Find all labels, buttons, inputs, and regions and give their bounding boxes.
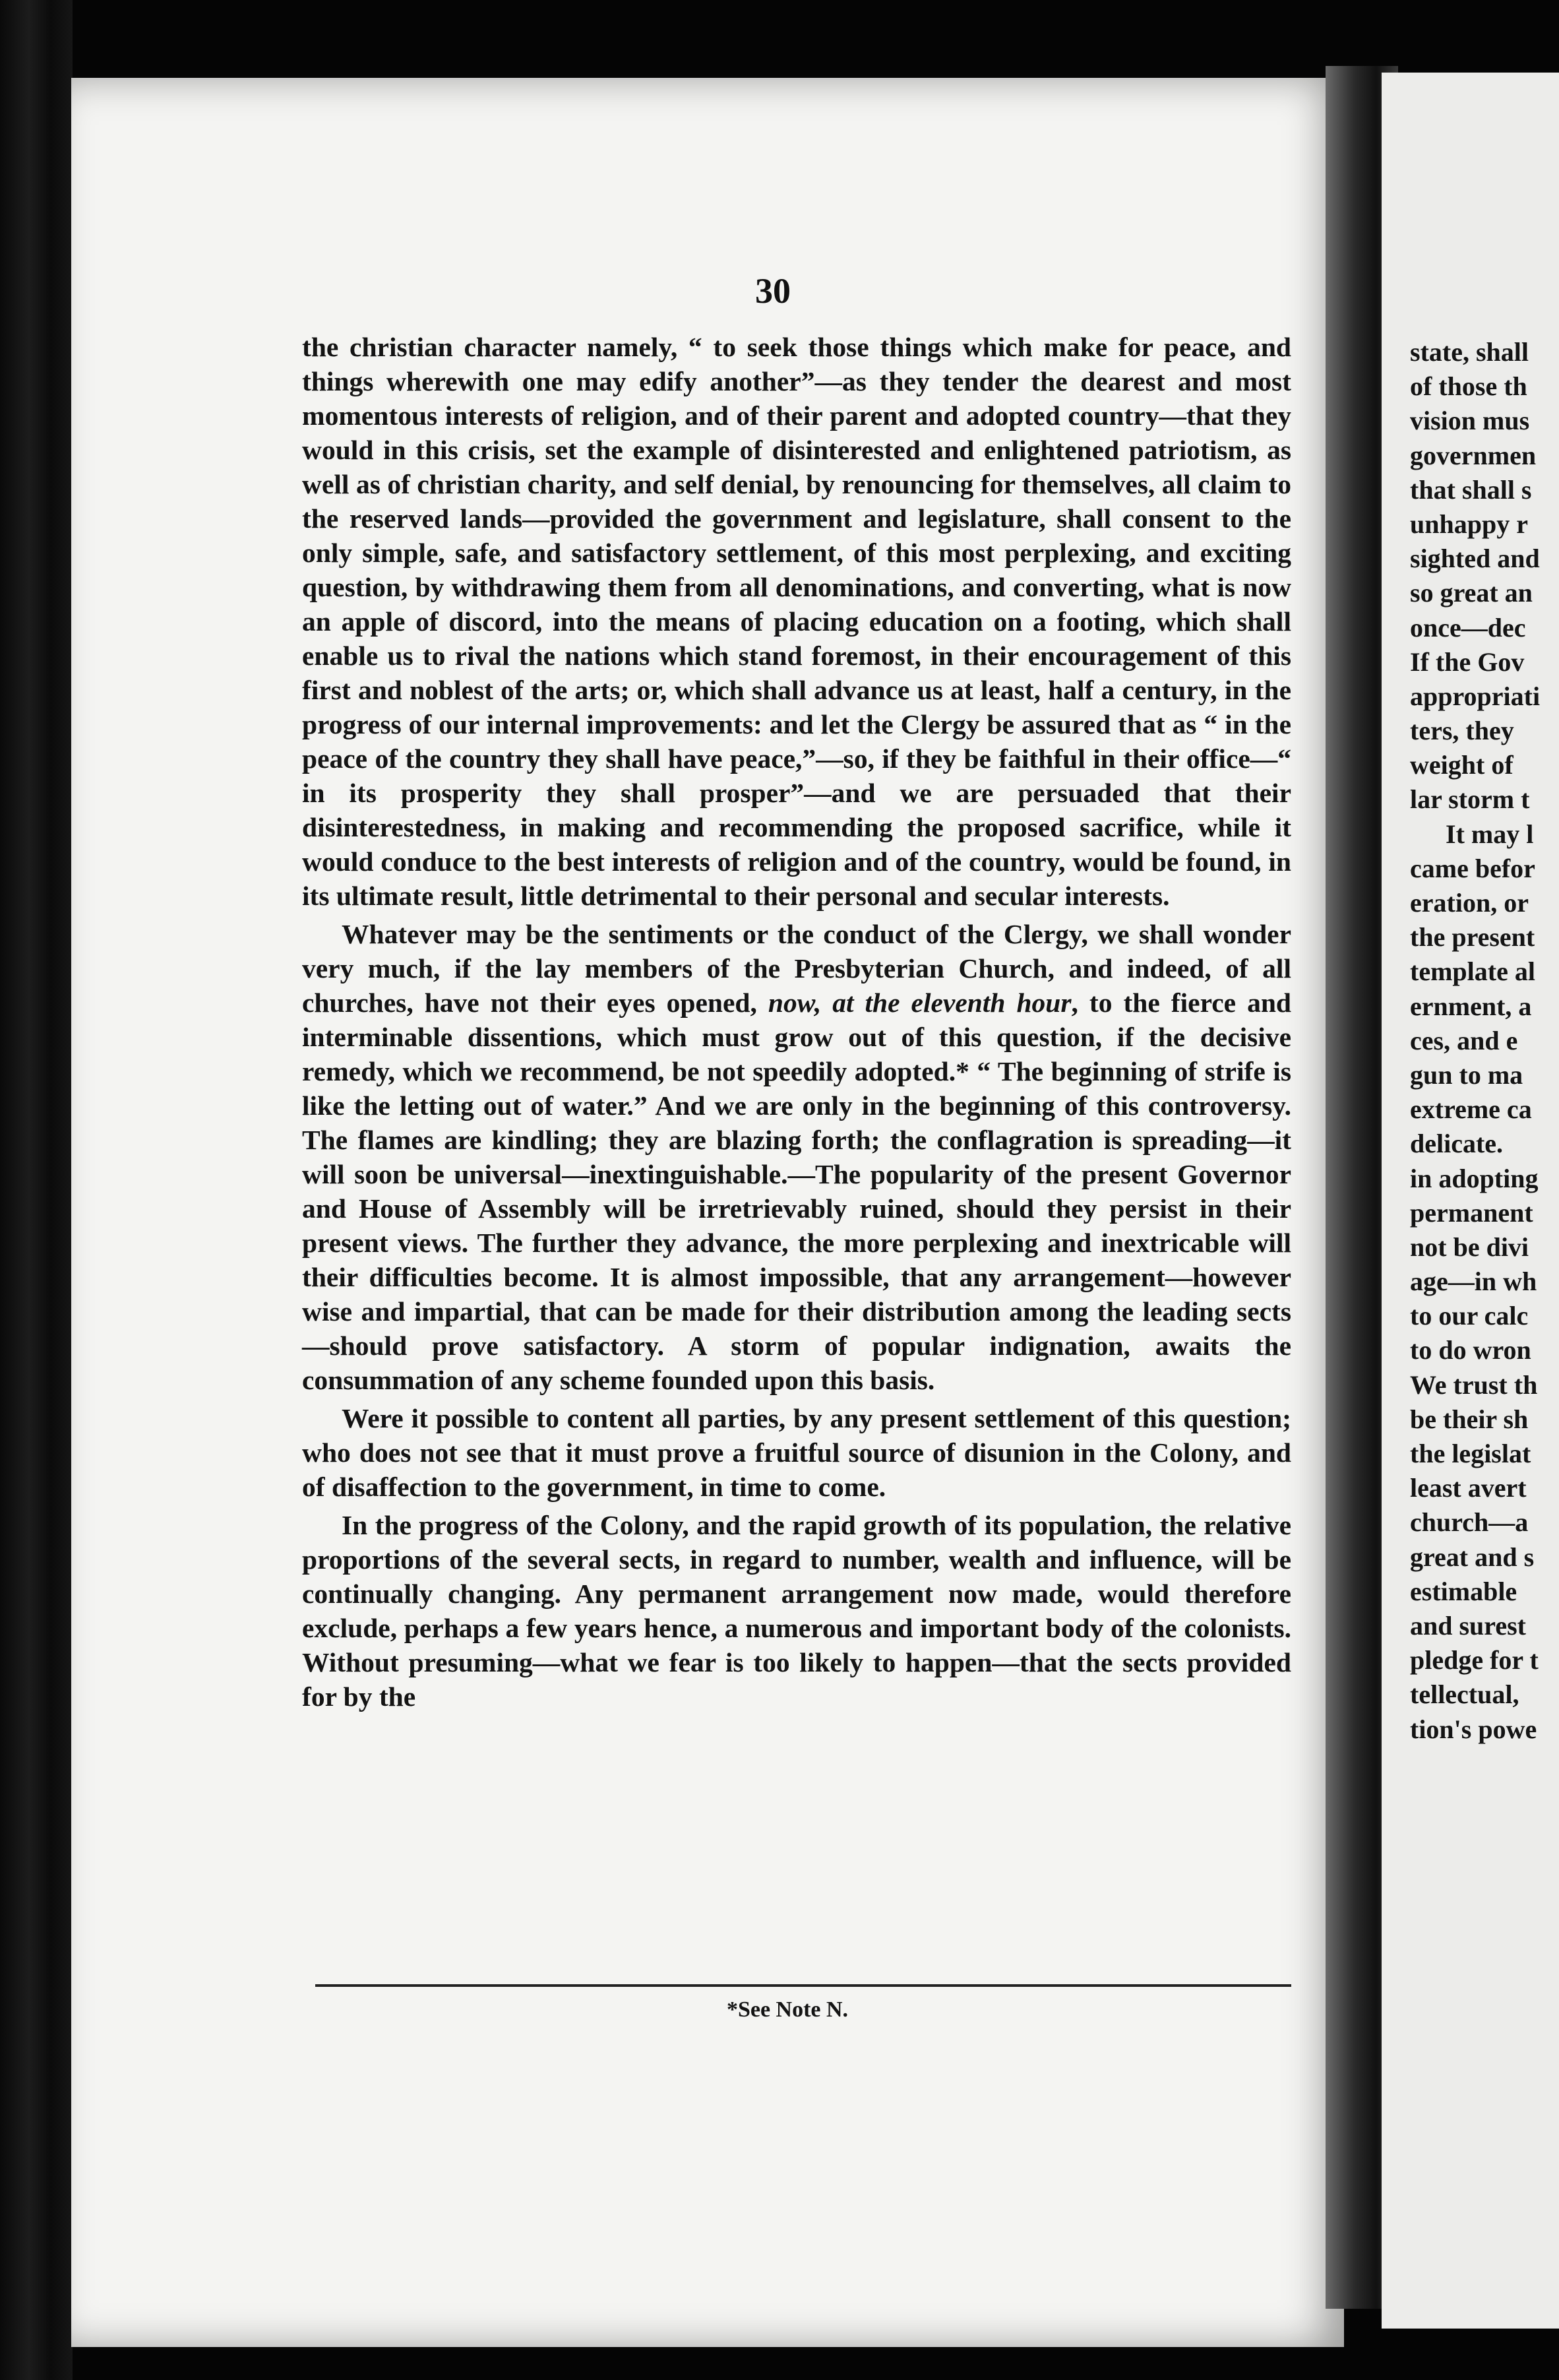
facing-page-line: It may l [1446, 819, 1534, 849]
facing-page-line: so great an [1410, 578, 1533, 608]
facing-page-line: in adopting [1410, 1163, 1539, 1193]
facing-page-line: ces, and e [1410, 1025, 1518, 1055]
paragraph-2 [302, 917, 1291, 1397]
facing-page-line: tion's powe [1410, 1714, 1537, 1744]
facing-page-line: governmen [1410, 440, 1537, 470]
facing-page-line: vision mus [1410, 406, 1530, 436]
facing-page-line: age—in wh [1410, 1267, 1537, 1297]
paragraph-4: In the progress of the Colony, and the rapid growth of its population, the relative proportions of the several sects, in regard to number, wealth and influence, will be continually changing. Any permanent arrangement now made, would therefore exclude, perhaps a few years hence, a numerous and important body of the colonists. Without presuming—what we fear is too likely to happen—that the sects provided for by the [302, 1510, 1291, 1712]
facing-page-line: ters, they [1410, 716, 1514, 746]
paragraph-1: the christian character namely, “ to seek those things which make for peace, and things wherewith one may edify another”—as they tender the dearest and most momentous interests of religion, and of their parent and adopted country—that they would in this crisis, set the example of disinterested and enlightened patriotism, as well as of christian charity, and self denial, by renouncing for themselves, all claim to the reserved lands—provided the government and legislature, shall consent to the only simple, safe, and satisfactory settlement, of this most perplexing, and exciting question, by withdrawing them from all denominations, and converting, what is now an apple of discord, into the means of placing education on a footing, which shall enable us to rival the nations which stand foremost, in their encouragement of this first and noblest of the arts; or, which shall advance us at least, half a century, in the progress of our internal improvements: and let the Clergy be assured that as “ in the peace of the country they shall have peace,”—so, if they be faithful in their office—“ in its prosperity they shall prosper”—and we are persuaded that their disinterestedness, in making and recommending the proposed sacrifice, while it would conduce to the best interests of religion and of the country, would be found, in its ultimate result, little detrimental to their personal and secular interests. [302, 332, 1291, 911]
facing-page-line: We trust th [1410, 1369, 1538, 1400]
facing-page-line: If the Gov [1410, 646, 1525, 677]
facing-page-line: once—dec [1410, 612, 1526, 642]
facing-page-line: extreme ca [1410, 1094, 1532, 1125]
paragraph-2-start: Whatever may be the sentiments or the conduct of the Clergy, we shall wonder very much, if the lay members of the Presbyterian Church, and indeed, of all churches, have not their eyes opened, [302, 919, 1291, 1018]
facing-page-line: lar storm t [1410, 784, 1530, 815]
facing-page-line: estimable [1410, 1576, 1517, 1606]
facing-page-line: delicate. [1410, 1129, 1504, 1159]
facing-page-line: church—a [1410, 1507, 1529, 1538]
facing-page-line: came befor [1410, 853, 1535, 883]
book-binding-edge [0, 0, 73, 2380]
facing-page-line: state, shall [1410, 337, 1529, 367]
facing-page-line: appropriati [1410, 681, 1541, 711]
footnote-rule [315, 1984, 1291, 1987]
facing-page-line: tellectual, [1410, 1679, 1519, 1710]
facing-page-line: ernment, a [1410, 991, 1532, 1021]
facing-page-line: unhappy r [1410, 509, 1528, 539]
facing-page-line: that shall s [1410, 474, 1532, 505]
facing-page-text [1410, 335, 1559, 1747]
facing-page-line: permanent [1410, 1197, 1533, 1228]
facing-page-line: to do wron [1410, 1335, 1531, 1365]
paragraph-2-end: , to the fierce and interminable dissentions, which must grow out of this question, if the decisive remedy, which we recommend, be not speedily adopted.* “ The beginning of strife is like the letting out of water.” And we are only in the beginning of this controversy. The flames are kindling; they are blazing forth; the conflagration is spreading—it will soon be universal—inextinguishable.—The popularity of the present Governor and House of Assembly will be irretrievably ruined, should they persist in their present views. The further they advance, the more perplexing and inextricable will their difficulties become. It is almost impossible, that any arrangement—however wise and impartial, that can be made for their distribution among the leading sects—should prove satisfactory. A storm of popular indignation, awaits the consummation of any scheme founded upon this basis. [302, 987, 1291, 1395]
main-text-column [302, 330, 1291, 1718]
facing-page-line: and surest [1410, 1610, 1526, 1641]
facing-page-line: great and s [1410, 1542, 1535, 1572]
page-number: 30 [755, 271, 791, 311]
facing-page-line: of those th [1410, 371, 1527, 402]
footnote: *See Note N. [726, 1997, 849, 2022]
facing-page-line: sighted and [1410, 544, 1540, 574]
paragraph-3: Were it possible to content all parties, by any present settlement of this question; who does not see that it must prove a fruitful source of disunion in the Colony, and of disaffection to the government, in time to come. [302, 1403, 1291, 1502]
facing-page-line: weight of [1410, 750, 1513, 780]
facing-page-line: to our calc [1410, 1301, 1529, 1331]
facing-page-line: template al [1410, 956, 1535, 987]
facing-page-line: pledge for t [1410, 1645, 1539, 1675]
facing-page-line: not be divi [1410, 1232, 1529, 1262]
facing-page-line: the legislat [1410, 1439, 1531, 1468]
facing-page-line: be their sh [1410, 1404, 1529, 1434]
paragraph-2-italic: now, at the eleventh hour [768, 987, 1072, 1018]
facing-page-line: least avert [1410, 1473, 1527, 1503]
facing-page-line: eration, or [1410, 888, 1529, 918]
facing-page-line: the present [1410, 922, 1535, 953]
facing-page-line: gun to ma [1410, 1059, 1523, 1090]
